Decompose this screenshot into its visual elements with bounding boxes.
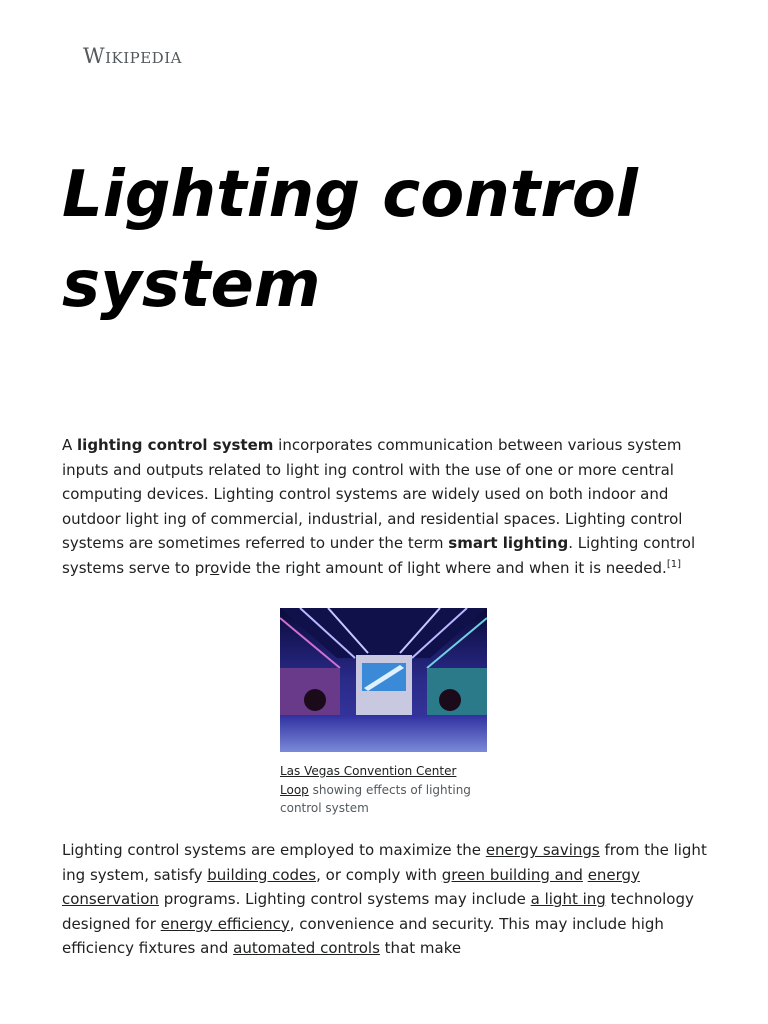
text: vide the right amount of light where and when it is needed.	[219, 558, 667, 577]
reference-link[interactable]: [1]	[666, 558, 681, 570]
text: , convenience and security. This may include high efficiency fixtures and	[62, 914, 664, 957]
text: . Lighting control systems serve to pr	[62, 534, 696, 577]
text: incorporates communication between various system inputs and outputs related to light ing control with the use of one or more central computing devices. Lighting control systems are widely used on both indoor and outdoor light ing of commercial, industrial, and residential spaces. Lighting control systems are sometimes referred to under the term	[62, 436, 683, 552]
figure-caption	[280, 762, 487, 818]
wikipedia-logo[interactable]: Wikipedia	[83, 44, 182, 68]
link-lighting[interactable]: a light ing	[530, 890, 606, 908]
text: programs. Lighting control systems may include	[158, 890, 531, 908]
text: from the light ing system, satisfy	[62, 841, 707, 884]
text: that make	[379, 939, 462, 957]
inline-link[interactable]: o	[210, 558, 220, 577]
bold-term-lighting-control-system: lighting control system	[77, 436, 274, 454]
caption-text: showing effects of lighting control system	[280, 782, 471, 815]
text: A	[62, 436, 78, 454]
link-energy-savings[interactable]: energy savings	[485, 841, 600, 859]
link-energy-conservation[interactable]: energy conservation	[62, 865, 640, 908]
page-title: Lighting control system	[62, 158, 638, 322]
text: , or comply with	[316, 865, 442, 884]
link-energy-efficiency[interactable]: energy efficiency	[160, 914, 290, 933]
text: Lighting control systems are employed to maximize the	[62, 841, 486, 859]
caption-link[interactable]: Las Vegas Convention Center Loop	[280, 764, 457, 797]
body-paragraph	[62, 838, 714, 961]
link-automated-controls[interactable]: automated controls	[233, 939, 380, 957]
link-green-building[interactable]: green building and	[441, 865, 583, 884]
convention-center-photo[interactable]	[280, 608, 487, 752]
intro-paragraph	[62, 433, 714, 580]
text: technology designed for	[62, 890, 694, 933]
bold-term-smart-lighting: smart lighting	[448, 534, 569, 552]
link-building-codes[interactable]: building codes	[207, 865, 317, 884]
figure	[280, 608, 487, 818]
